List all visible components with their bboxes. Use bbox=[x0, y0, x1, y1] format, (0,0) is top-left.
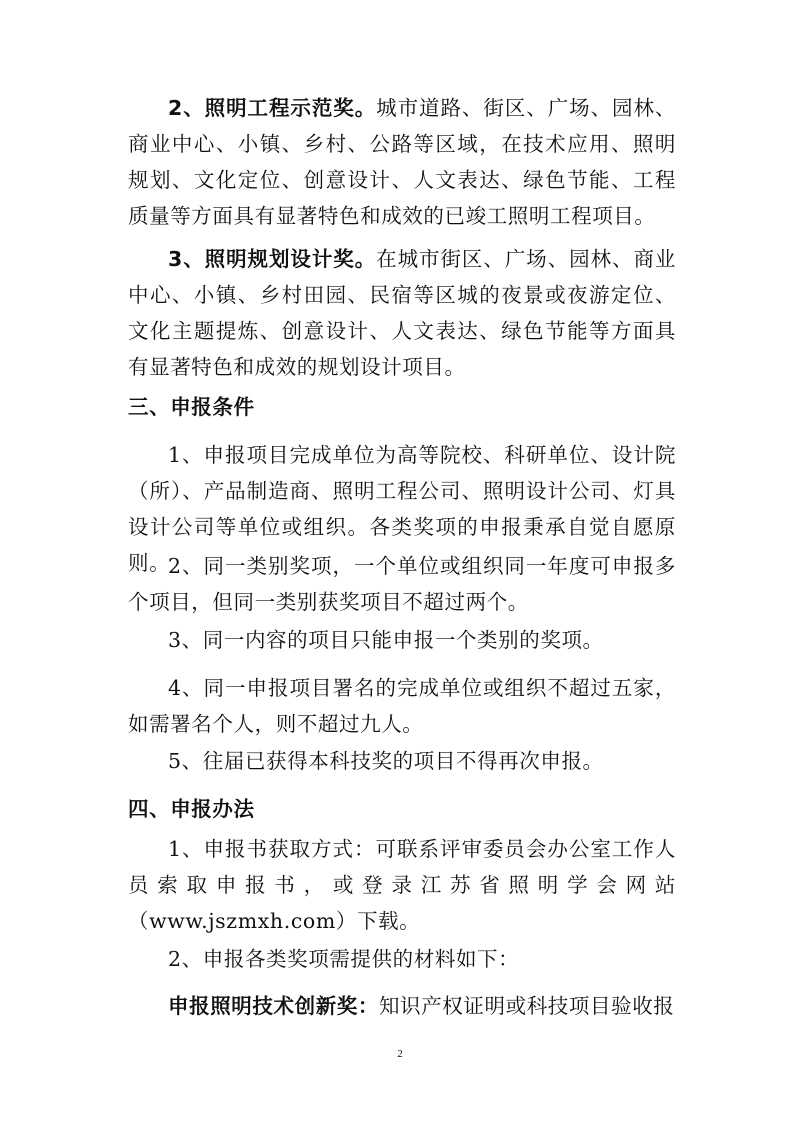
page-number: 2 bbox=[397, 1048, 403, 1060]
condition-item: 3、同一内容的项目只能申报一个类别的奖项。 bbox=[168, 628, 604, 652]
method-item: 2、申报各类奖项需提供的材料如下： bbox=[168, 947, 520, 971]
paragraph-text: 城市道路、街区、广场、园林、商业中心、小镇、乡村、公路等区域，在技术应用、照明规划、文化定位、创意设计、人文表达、绿色节能、工程质量等方面具有显著特色和成效的已竣工照明工程项目。 bbox=[128, 96, 676, 228]
condition-item: 4、同一申报项目署名的完成单位或组织不超过五家，如需署名个人，则不超过九人。 bbox=[128, 676, 676, 736]
paragraph-lead: 2、照明工程示范奖。 bbox=[168, 96, 377, 120]
section-heading-application-conditions: 三、申报条件 bbox=[128, 395, 255, 419]
method-materials-paragraph bbox=[128, 988, 676, 1024]
method-item: 1、申报书获取方式：可联系评审委员会办公室工作人员索取申报书，或登录江苏省照明学会网站（www.jszmxh.com）下载。 bbox=[128, 837, 676, 933]
section-heading-application-method: 四、申报办法 bbox=[128, 797, 255, 821]
condition-item: 1、申报项目完成单位为高等院校、科研单位、设计院（所）、产品制造商、照明工程公司、照明设计公司、灯具设计公司等单位或组织。各类奖项的申报秉承自觉自愿原则。 bbox=[128, 443, 676, 575]
paragraph-lighting-engineering-award bbox=[128, 90, 676, 234]
paragraph-lead: 3、照明规划设计奖。 bbox=[168, 247, 377, 271]
paragraph-text: 知识产权证明或科技项目验收报 bbox=[379, 994, 675, 1018]
paragraph-lighting-planning-award bbox=[128, 241, 676, 385]
condition-item: 2、同一类别奖项，一个单位或组织同一年度可申报多个项目，但同一类别获奖项目不超过两个。 bbox=[128, 554, 676, 614]
paragraph-lead: 申报照明技术创新奖： bbox=[168, 994, 379, 1018]
condition-item: 5、往届已获得本科技奖的项目不得再次申报。 bbox=[168, 749, 604, 773]
paragraph-text: 在城市街区、广场、园林、商业中心、小镇、乡村田园、民宿等区城的夜景或夜游定位、文化主题提炼、创意设计、人文表达、绿色节能等方面具有显著特色和成效的规划设计项目。 bbox=[128, 247, 676, 379]
